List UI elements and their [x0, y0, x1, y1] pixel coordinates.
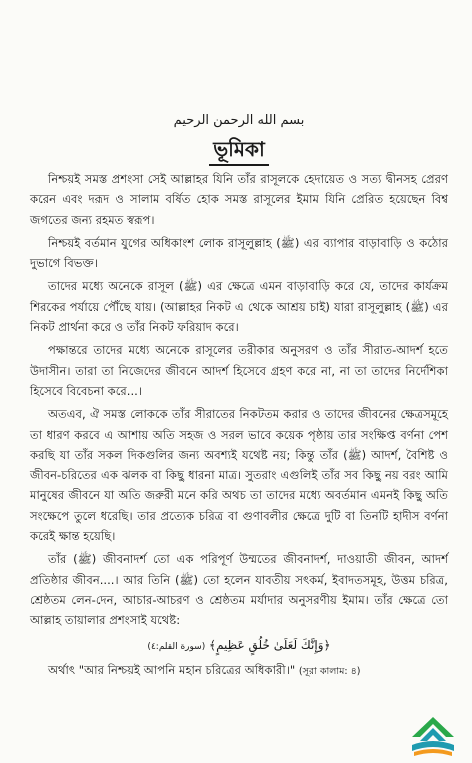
page-title: ভূমিকা	[209, 136, 269, 166]
verse-translation	[30, 660, 448, 682]
publisher-logo-icon	[406, 715, 460, 759]
paragraph-4-text: পক্ষান্তরে তাদের মধ্যে অনেকে রাসূলের তরীকার অনুসরণ ও তাঁর সীরাত-আদর্শ হতে উদাসীন। তারা তা নিজেদের জীবনে আদর্শ হিসেবে গ্রহণ করে না, না তা তাদের নির্দেশিকা হিসেবে বিবেচনা করে...।	[30, 343, 448, 398]
paragraph-4	[30, 340, 448, 401]
paragraph-6	[30, 549, 448, 630]
paragraph-1	[30, 169, 448, 230]
paragraph-1-text: নিশ্চয়ই সমস্ত প্রশংসা সেই আল্লাহর যিনি তাঁর রাসূলকে হেদায়েত ও সত্য দ্বীনসহ প্রেরণ করেন এবং দরূদ ও সালাম বর্ষিত হোক সমস্ত রাসূলের ইমাম যিনি প্রেরিত হয়েছেন বিশ্ব জগতের জন্য রহমত স্বরূপ।	[30, 172, 448, 227]
page-content	[30, 112, 448, 682]
verse-translation-text: অর্থাৎ "আর নিশ্চয়ই আপনি মহান চরিত্রের অধিকারী।"	[48, 662, 296, 677]
bismillah: بسم الله الرحمن الرحيم	[173, 113, 305, 128]
paragraph-2	[30, 233, 448, 274]
quran-verse-text: ﴿وَإِنَّكَ لَعَلَىٰ خُلُقٍ عَظِيمٍ﴾	[209, 637, 331, 652]
paragraph-2-text: নিশ্চয়ই বর্তমান যুগের অধিকাংশ লোক রাসূলুল্লাহ (ﷺ) এর ব্যাপার বাড়াবাড়ি ও কঠোর দুভাগে বিভক্ত।	[30, 235, 448, 271]
paragraph-5	[30, 404, 448, 546]
title-wrap	[30, 136, 448, 166]
paragraph-3-text: তাদের মধ্যে অনেকে রাসূল (ﷺ) এর ক্ষেত্রে এমন বাড়াবাড়ি করে যে, তাদের কার্যক্রম শিরকের পর্যায়ে পৌঁছে যায়। (আল্লাহর নিকট এ থেকে আশ্রয় চাই) যারা রাসূলুল্লাহ (ﷺ) এর নিকট প্রার্থনা করে ও তাঁর নিকট ফরিয়াদ করে।	[30, 279, 448, 335]
quran-verse-reference: (سورة القلم:٤)	[147, 641, 206, 652]
paragraph-5-text: অতএব, ঐ সমস্ত লোককে তাঁর সীরাতের নিকটতম করার ও তাদের জীবনের ক্ষেত্রসমূহে তা ধারণ করবে এ আশায় অতি সহজ ও সরল ভাবে কয়েক পৃষ্ঠায় তার সংক্ষিপ্ত বর্ণনা পেশ করছি যা তাঁর সকল দিকগুলির জন্য অবশ্যই যথেষ্ট নয়; কিন্তু তাঁর (ﷺ) আদর্শ, বৈশিষ্ট ও জীবন-চরিতের এক ঝলক বা কিছু ধারনা মাত্র। সুতরাং এগুলিই তাঁর সব কিছু নয় বরং আমি মানুষের জীবনে যা অতি জরুরী মনে করি অথচ তা তাদের মধ্যে অবর্তমান এমনই কিছু অতি সংক্ষেপে তুলে ধরেছি। তার প্রত্যেক চরিত্র বা গুণাবলীর ক্ষেত্রে দুটি বা তিনটি হাদীস বর্ণনা করেই ক্ষান্ত হয়েছি।	[30, 407, 448, 544]
paragraph-3	[30, 276, 448, 337]
paragraph-6-text: তাঁর (ﷺ) জীবনাদর্শ তো এক পরিপূর্ণ উম্মতের জীবনাদর্শ, দাওয়াতী জীবন, আদর্শ প্রতিষ্ঠার জীবন....। আর তিনি (ﷺ) তো হলেন যাবতীয় সৎকর্ম, ইবাদতসমূহ, উত্তম চরিত্র, শ্রেষ্ঠতম লেন-দেন, আচার-আচরণ ও শ্রেষ্ঠতম মর্যাদার অনুসরণীয় ইমাম। তাঁর ক্ষেত্রে তো আল্লাহ তায়ালার প্রশংসাই যথেষ্ট:	[30, 552, 448, 628]
quran-verse	[30, 634, 448, 658]
verse-translation-reference: (সূরা কালাম: ৪)	[298, 665, 361, 677]
